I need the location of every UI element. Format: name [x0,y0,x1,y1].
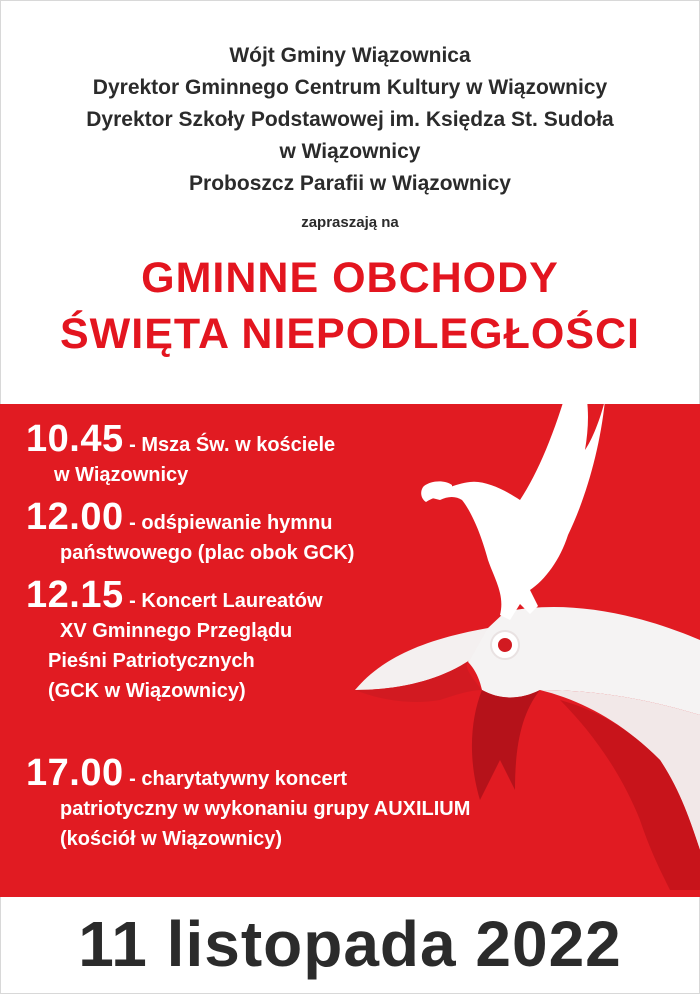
schedule-desc: - Koncert Laureatów [129,590,323,612]
schedule-time: 12.15 [26,574,124,616]
schedule-desc: (GCK w Wiązownicy) [48,680,246,702]
schedule-item [26,496,355,568]
schedule-time: 12.00 [26,496,124,538]
schedule-desc: - odśpiewanie hymnu [129,512,333,534]
organizer-line: Dyrektor Szkoły Podstawowej im. Księdza St. Sudoła [86,108,614,131]
schedule-desc: - Msza Św. w kościele [129,434,336,456]
organizer-line: Proboszcz Parafii w Wiązownicy [189,172,511,195]
organizer-line: Wójt Gminy Wiązownica [229,44,471,67]
event-date: 11 listopada 2022 [78,908,622,980]
organizer-line: Dyrektor Gminnego Centrum Kultury w Wiązownicy [92,76,608,99]
schedule-desc: - charytatywny koncert [129,768,348,790]
schedule-desc: (kościół w Wiązownicy) [60,828,283,850]
event-title-line: ŚWIĘTA NIEPODLEGŁOŚCI [59,310,641,358]
event-title-line: GMINNE OBCHODY [141,254,559,302]
schedule-time: 10.45 [26,418,124,460]
schedule-item [26,574,323,706]
schedule-item [26,418,336,490]
schedule-item [26,752,471,854]
schedule-desc: patriotyczny w wykonaniu grupy AUXILIUM [60,798,471,820]
schedule-desc: w Wiązownicy [54,464,189,486]
organizer-line: w Wiązownicy [279,140,421,163]
invite-text: zapraszają na [301,214,399,231]
schedule-desc: Pieśni Patriotycznych [48,650,255,672]
schedule-time: 17.00 [26,752,124,794]
schedule-desc: XV Gminnego Przeglądu [60,620,293,642]
schedule-desc: państwowego (plac obok GCK) [60,542,355,564]
